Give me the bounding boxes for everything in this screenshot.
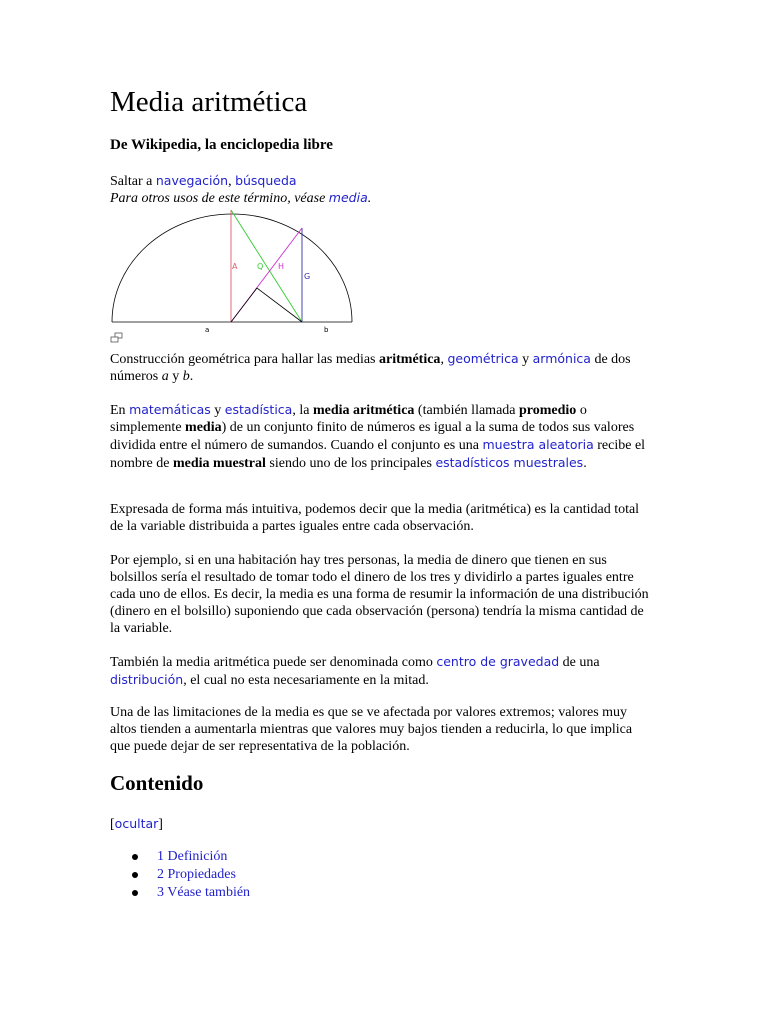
disambiguation-note (110, 189, 371, 207)
dablink-text: Para otros usos de este término, véase (110, 191, 329, 206)
jump-separator: , (228, 174, 236, 189)
caption-text: , (440, 352, 448, 367)
caption-bold: aritmética (379, 352, 441, 367)
paragraph-text: o simplemente (110, 403, 587, 435)
toc-list (110, 848, 250, 902)
label-Q: Q (257, 262, 264, 271)
caption-text: Construcción geométrica para hallar las medias (110, 352, 380, 367)
paragraph-text: siendo uno de los principales (265, 456, 436, 471)
paragraph-text: En (110, 403, 130, 418)
paragraph-text: y (210, 403, 225, 418)
toggle-bracket: [ (110, 817, 115, 832)
paragraph-bold: media muestral (172, 456, 266, 471)
toc-item (110, 866, 250, 884)
paragraph-bold: media aritmética (312, 403, 415, 418)
toc-link-definicion[interactable]: 1 Definición (157, 849, 228, 864)
contents-heading: Contenido (110, 771, 204, 795)
toggle-bracket: ] (158, 817, 163, 832)
jump-links (110, 172, 297, 190)
paragraph-text: de una (559, 655, 600, 670)
estadistica-link[interactable]: estadística (224, 402, 293, 417)
label-a: a (205, 326, 210, 334)
label-A: A (232, 262, 238, 271)
page-title: Media aritmética (110, 86, 308, 118)
label-H: H (278, 262, 285, 271)
caption-text: de dos números (110, 352, 631, 384)
figure-caption (110, 350, 650, 385)
hide-toc-link[interactable]: ocultar (114, 816, 159, 831)
bullet-icon (132, 872, 138, 878)
distribucion-link[interactable]: distribución (110, 672, 184, 687)
toc-item (110, 848, 250, 866)
toc-link-propiedades[interactable]: 2 Propiedades (157, 867, 236, 882)
dablink-media-link[interactable]: media (328, 190, 368, 205)
paragraph-text: , el cual no esta necesariamente en la mitad. (183, 673, 429, 688)
caption-text: y (518, 352, 533, 367)
centro-de-gravedad-link[interactable]: centro de gravedad (436, 654, 560, 669)
paragraph-text: recibe el nombre de (110, 438, 646, 471)
paragraph-limitations: Una de las limitaciones de la media es que se ve afectada por valores extremos; valores muy altos tienden a aumentarla mientras que valores muy bajos tienden a reducirla, lo que implica que puede dejar de ser representativa de la población. (110, 705, 633, 754)
semicircle-diagram (110, 206, 354, 346)
paragraph-intro (110, 401, 655, 472)
paragraph-center-of-gravity (110, 653, 655, 689)
geometrica-link[interactable]: geométrica (447, 351, 519, 366)
estadisticos-muestrales-link[interactable]: estadísticos muestrales (435, 455, 584, 470)
toc-toggle (110, 815, 163, 833)
paragraph-text: . (583, 456, 587, 471)
paragraph-text: También la media aritmética puede ser denominada como (110, 655, 437, 670)
paragraph-text: , la (292, 403, 313, 418)
paragraph-bold: promedio (519, 403, 577, 418)
geometric-construction-figure (110, 206, 354, 346)
navigation-link[interactable]: navegación (155, 173, 229, 188)
page-subtitle: De Wikipedia, la enciclopedia libre (110, 137, 333, 153)
jump-prefix: Saltar a (110, 174, 156, 189)
caption-italic: b (182, 369, 190, 384)
paragraph-bold: media (185, 420, 222, 435)
armonica-link[interactable]: armónica (532, 351, 591, 366)
label-G: G (304, 272, 311, 281)
caption-text: . (189, 369, 194, 384)
muestra-aleatoria-link[interactable]: muestra aleatoria (482, 437, 594, 452)
search-link[interactable]: búsqueda (235, 173, 297, 188)
bullet-icon (132, 854, 138, 860)
caption-italic: a (161, 369, 169, 384)
line-Q (231, 210, 302, 322)
dablink-suffix: . (367, 191, 372, 206)
toc-link-vease-tambien[interactable]: 3 Véase también (157, 885, 251, 900)
matematicas-link[interactable]: matemáticas (129, 402, 211, 417)
toc-item (110, 884, 250, 902)
label-b: b (324, 326, 329, 334)
enlarge-icon[interactable] (111, 333, 122, 342)
paragraph-example: Por ejemplo, si en una habitación hay tres personas, la media de dinero que tienen en sus bolsillos sería el resultado de tomar todo el dinero de los tres y dividirlo a partes iguales entre cada uno de ellos. Es decir, la media es una forma de resumir la información de una distribución (dinero en el bolsillo) suponiendo que cada observación (persona) tendría la misma cantidad de la variable. (110, 553, 649, 636)
paragraph-intuitive: Expresada de forma más intuitiva, podemos decir que la media (aritmética) es la cantidad total de la variable distribuida a partes iguales entre cada observación. (110, 502, 640, 534)
paragraph-text: ) de un conjunto finito de números es igual a la suma de todos sus valores dividida entre el número de sumandos. Cuando el conjunto es una (110, 420, 635, 453)
paragraph-text: (también llamada (414, 403, 519, 418)
bullet-icon (132, 890, 138, 896)
caption-text: y (168, 369, 183, 384)
